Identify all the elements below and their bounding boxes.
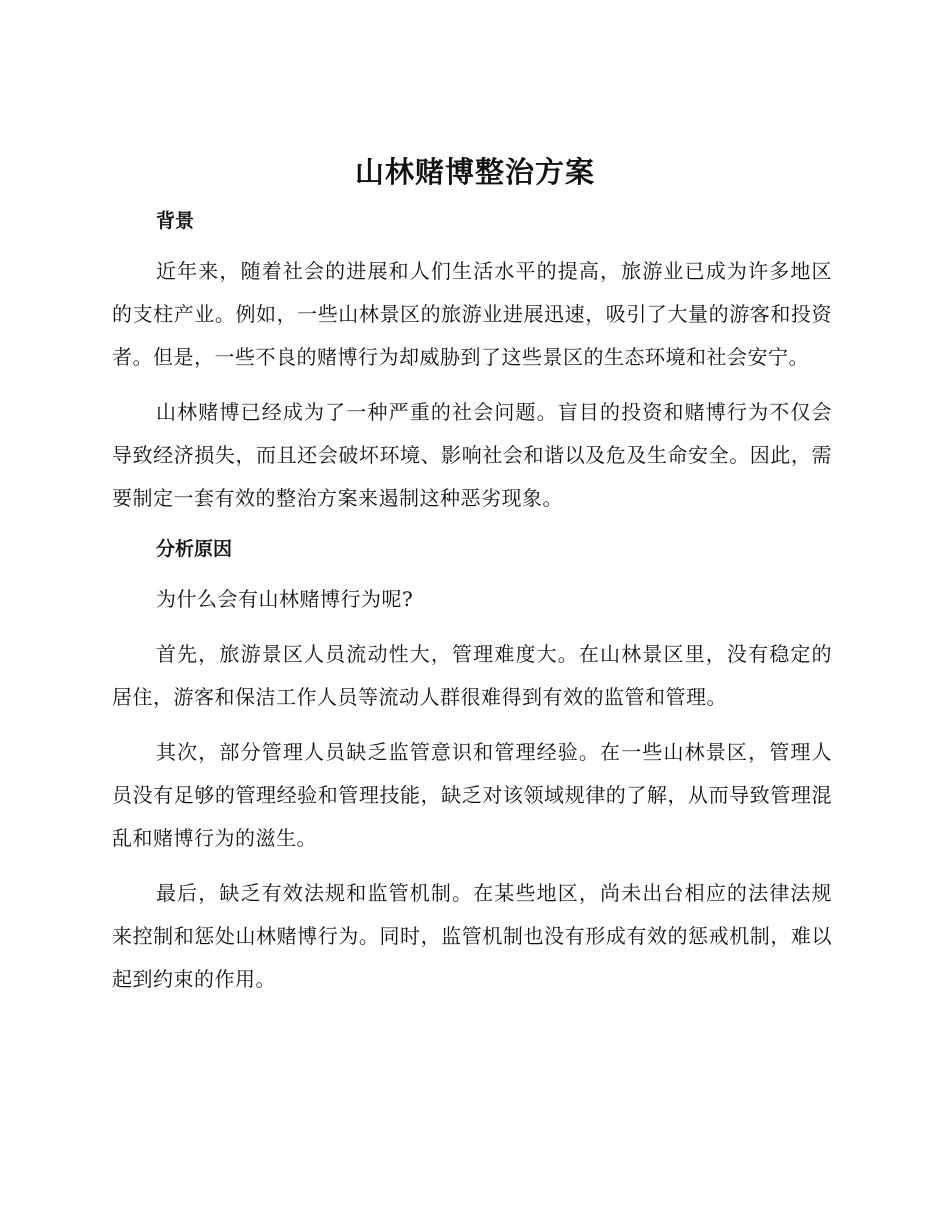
paragraph: 近年来，随着社会的进展和人们生活水平的提高，旅游业已成为许多地区的支柱产业。例如，一些山林景区的旅游业进展迅速，吸引了大量的游客和投资者。但是，一些不良的赌博行为却威胁到了这些景区的生态环境和社会安宁。 — [112, 259, 832, 369]
section-heading-background: 背景 — [156, 210, 195, 232]
paragraph: 最后，缺乏有效法规和监管机制。在某些地区，尚未出台相应的法律法规来控制和惩处山林赌博行为。同时，监管机制也没有形成有效的惩戒机制，难以起到约束的作用。 — [112, 881, 832, 991]
document-body — [112, 204, 832, 1013]
section-analysis — [112, 532, 832, 1001]
paragraph: 首先，旅游景区人员流动性大，管理难度大。在山林景区里，没有稳定的居住，游客和保洁工作人员等流动人群很难得到有效的监管和管理。 — [112, 642, 832, 709]
paragraph: 其次，部分管理人员缺乏监管意识和管理经验。在一些山林景区，管理人员没有足够的管理经验和管理技能，缺乏对该领域规律的了解，从而导致管理混乱和赌博行为的滋生。 — [112, 740, 832, 850]
document-title: 山林赌博整治方案 — [354, 155, 595, 189]
paragraph: 为什么会有山林赌博行为呢? — [156, 587, 414, 611]
paragraph: 山林赌博已经成为了一种严重的社会问题。盲目的投资和赌博行为不仅会导致经济损失，而且还会破坏环境、影响社会和谐以及危及生命安全。因此，需要制定一套有效的整治方案来遏制这种恶劣现象。 — [112, 400, 832, 510]
section-background — [112, 204, 832, 520]
section-heading-analysis: 分析原因 — [156, 538, 233, 560]
